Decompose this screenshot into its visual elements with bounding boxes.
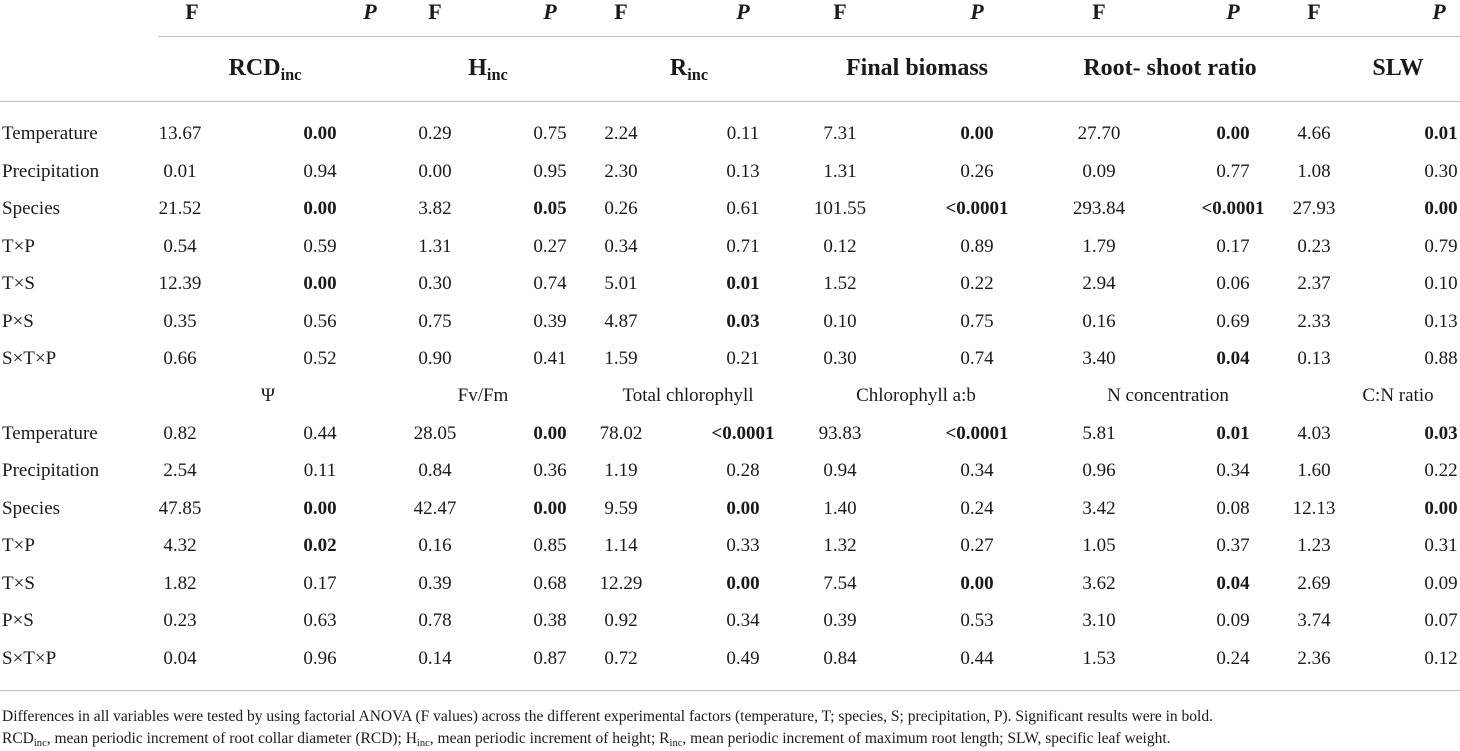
p-value-cell: 0.26 bbox=[960, 161, 994, 182]
f-value-cell: 42.47 bbox=[413, 498, 457, 519]
f-value-cell: 78.02 bbox=[599, 423, 643, 444]
p-value-cell: 0.21 bbox=[726, 348, 760, 369]
f-value-cell: 293.84 bbox=[1072, 198, 1126, 219]
group-header bbox=[1083, 56, 1256, 80]
f-value-cell: 0.72 bbox=[604, 648, 638, 669]
f-header: F bbox=[1092, 0, 1106, 24]
footnote-line-1: Differences in all variables were tested by using factorial ANOVA (F values) across the different experimental factors (temperature, T; species, S; precipitation, P). Significant results were in bold. bbox=[2, 708, 1213, 725]
section-2-variable-header: Total chlorophyll bbox=[622, 385, 754, 406]
f-value-cell: 2.69 bbox=[1297, 573, 1331, 594]
f-value-cell: 2.36 bbox=[1297, 648, 1331, 669]
f-value-cell: 1.53 bbox=[1082, 648, 1116, 669]
group-header bbox=[228, 55, 302, 84]
p-value-cell: 0.37 bbox=[1216, 535, 1250, 556]
p-value-cell: 0.10 bbox=[1424, 273, 1458, 294]
footnote-text: , mean periodic increment of root collar diameter (RCD); H bbox=[46, 730, 417, 747]
f-value-cell: 3.10 bbox=[1082, 610, 1116, 631]
f-value-cell: 0.96 bbox=[1082, 460, 1116, 481]
p-value-cell: 0.00 bbox=[303, 498, 337, 519]
f-value-cell: 5.01 bbox=[604, 273, 638, 294]
p-value-cell: 0.00 bbox=[1424, 498, 1458, 519]
group-header bbox=[669, 55, 709, 84]
f-value-cell: 12.13 bbox=[1292, 498, 1336, 519]
p-value-cell: 0.02 bbox=[303, 535, 337, 556]
p-value-cell: 0.07 bbox=[1424, 610, 1458, 631]
group-header-label: R bbox=[669, 55, 688, 81]
p-value-cell: 0.00 bbox=[533, 498, 567, 519]
f-value-cell: 4.03 bbox=[1297, 423, 1331, 444]
p-value-cell: 0.74 bbox=[960, 348, 994, 369]
group-header-label: SLW bbox=[1372, 55, 1424, 81]
p-value-cell: 0.00 bbox=[1424, 198, 1458, 219]
p-value-cell: 0.00 bbox=[533, 423, 567, 444]
p-header: P bbox=[1432, 0, 1446, 24]
p-value-cell: 0.89 bbox=[960, 236, 994, 257]
f-value-cell: 0.78 bbox=[418, 610, 452, 631]
p-value-cell: 0.04 bbox=[1216, 348, 1250, 369]
p-value-cell: 0.77 bbox=[1216, 161, 1250, 182]
f-value-cell: 1.32 bbox=[823, 535, 857, 556]
p-value-cell: 0.71 bbox=[726, 236, 760, 257]
row-label: Species bbox=[2, 198, 61, 219]
f-value-cell: 0.75 bbox=[418, 311, 452, 332]
group-header-label: Root- shoot ratio bbox=[1083, 55, 1257, 81]
f-value-cell: 1.23 bbox=[1297, 535, 1331, 556]
group-header-subscript: inc bbox=[280, 64, 302, 84]
section-2-variable-header: Fv/Fm bbox=[457, 385, 509, 406]
f-value-cell: 2.33 bbox=[1297, 311, 1331, 332]
p-value-cell: 0.75 bbox=[533, 123, 567, 144]
p-value-cell: 0.24 bbox=[1216, 648, 1250, 669]
footnote-text: RCD bbox=[2, 730, 34, 747]
f-value-cell: 2.54 bbox=[163, 460, 197, 481]
f-value-cell: 0.39 bbox=[418, 573, 452, 594]
p-value-cell: 0.95 bbox=[533, 161, 567, 182]
f-value-cell: 1.59 bbox=[604, 348, 638, 369]
p-header: P bbox=[736, 0, 750, 24]
p-value-cell: 0.03 bbox=[1424, 423, 1458, 444]
p-value-cell: 0.59 bbox=[303, 236, 337, 257]
f-value-cell: 0.23 bbox=[1297, 236, 1331, 257]
p-value-cell: 0.00 bbox=[726, 498, 760, 519]
f-value-cell: 3.82 bbox=[418, 198, 452, 219]
p-value-cell: 0.11 bbox=[726, 123, 760, 144]
p-value-cell: 0.13 bbox=[726, 161, 760, 182]
f-value-cell: 0.04 bbox=[163, 648, 197, 669]
f-value-cell: 1.82 bbox=[163, 573, 197, 594]
f-value-cell: 93.83 bbox=[818, 423, 862, 444]
f-value-cell: 0.10 bbox=[823, 311, 857, 332]
f-value-cell: 27.70 bbox=[1077, 123, 1121, 144]
row-label: T×S bbox=[2, 573, 35, 594]
f-value-cell: 0.39 bbox=[823, 610, 857, 631]
p-value-cell: 0.01 bbox=[726, 273, 760, 294]
group-header bbox=[846, 56, 988, 80]
f-value-cell: 0.35 bbox=[163, 311, 197, 332]
f-value-cell: 0.94 bbox=[823, 460, 857, 481]
p-value-cell: 0.61 bbox=[726, 198, 760, 219]
row-label: T×P bbox=[2, 236, 35, 257]
row-label: Precipitation bbox=[2, 460, 100, 481]
group-header-label: RCD bbox=[228, 55, 281, 81]
p-value-cell: 0.41 bbox=[533, 348, 567, 369]
p-value-cell: 0.96 bbox=[303, 648, 337, 669]
f-value-cell: 1.40 bbox=[823, 498, 857, 519]
f-value-cell: 1.31 bbox=[418, 236, 452, 257]
f-value-cell: 0.29 bbox=[418, 123, 452, 144]
f-value-cell: 1.31 bbox=[823, 161, 857, 182]
p-value-cell: 0.03 bbox=[726, 311, 760, 332]
f-value-cell: 0.01 bbox=[163, 161, 197, 182]
f-value-cell: 0.30 bbox=[823, 348, 857, 369]
p-value-cell: 0.13 bbox=[1424, 311, 1458, 332]
f-value-cell: 0.16 bbox=[418, 535, 452, 556]
p-value-cell: 0.00 bbox=[726, 573, 760, 594]
p-value-cell: 0.00 bbox=[960, 123, 994, 144]
f-value-cell: 0.30 bbox=[418, 273, 452, 294]
f-value-cell: 1.79 bbox=[1082, 236, 1116, 257]
p-value-cell: 0.33 bbox=[726, 535, 760, 556]
p-value-cell: 0.22 bbox=[1424, 460, 1458, 481]
f-value-cell: 21.52 bbox=[158, 198, 202, 219]
p-value-cell: 0.63 bbox=[303, 610, 337, 631]
f-value-cell: 0.14 bbox=[418, 648, 452, 669]
f-value-cell: 0.54 bbox=[163, 236, 197, 257]
f-value-cell: 3.74 bbox=[1297, 610, 1331, 631]
p-value-cell: <0.0001 bbox=[945, 198, 1009, 219]
section-2-variable-header: N concentration bbox=[1107, 385, 1229, 406]
f-value-cell: 0.92 bbox=[604, 610, 638, 631]
p-value-cell: 0.06 bbox=[1216, 273, 1250, 294]
f-value-cell: 0.82 bbox=[163, 423, 197, 444]
f-value-cell: 3.40 bbox=[1082, 348, 1116, 369]
p-value-cell: 0.00 bbox=[303, 123, 337, 144]
p-value-cell: 0.75 bbox=[960, 311, 994, 332]
f-value-cell: 47.85 bbox=[158, 498, 202, 519]
f-value-cell: 13.67 bbox=[158, 123, 202, 144]
footnote-subscript: inc bbox=[416, 738, 430, 750]
p-value-cell: 0.11 bbox=[303, 460, 337, 481]
f-value-cell: 0.23 bbox=[163, 610, 197, 631]
f-value-cell: 4.87 bbox=[604, 311, 638, 332]
p-value-cell: 0.09 bbox=[1424, 573, 1458, 594]
f-value-cell: 0.00 bbox=[418, 161, 452, 182]
f-value-cell: 2.24 bbox=[604, 123, 638, 144]
rule-below-header bbox=[0, 101, 1460, 102]
f-value-cell: 0.12 bbox=[823, 236, 857, 257]
footnote-text: , mean periodic increment of height; R bbox=[429, 730, 670, 747]
p-header: P bbox=[363, 0, 377, 24]
p-value-cell: 0.30 bbox=[1424, 161, 1458, 182]
p-value-cell: 0.34 bbox=[960, 460, 994, 481]
p-header: P bbox=[1226, 0, 1240, 24]
f-value-cell: 1.14 bbox=[604, 535, 638, 556]
rule-top-header bbox=[158, 36, 1460, 37]
f-value-cell: 1.05 bbox=[1082, 535, 1116, 556]
p-value-cell: 0.74 bbox=[533, 273, 567, 294]
p-header: P bbox=[543, 0, 557, 24]
p-value-cell: 0.01 bbox=[1424, 123, 1458, 144]
p-value-cell: 0.22 bbox=[960, 273, 994, 294]
f-value-cell: 28.05 bbox=[413, 423, 457, 444]
f-header: F bbox=[428, 0, 442, 24]
row-label: T×S bbox=[2, 273, 35, 294]
footnote-line-2 bbox=[2, 727, 1171, 751]
p-value-cell: 0.68 bbox=[533, 573, 567, 594]
f-value-cell: 1.60 bbox=[1297, 460, 1331, 481]
p-value-cell: 0.27 bbox=[533, 236, 567, 257]
f-value-cell: 1.19 bbox=[604, 460, 638, 481]
p-value-cell: 0.36 bbox=[533, 460, 567, 481]
f-header: F bbox=[1307, 0, 1321, 24]
p-value-cell: 0.38 bbox=[533, 610, 567, 631]
f-value-cell: 4.32 bbox=[163, 535, 197, 556]
p-value-cell: 0.85 bbox=[533, 535, 567, 556]
p-value-cell: 0.79 bbox=[1424, 236, 1458, 257]
p-value-cell: 0.12 bbox=[1424, 648, 1458, 669]
p-value-cell: 0.04 bbox=[1216, 573, 1250, 594]
p-value-cell: 0.28 bbox=[726, 460, 760, 481]
row-label: P×S bbox=[2, 610, 34, 631]
f-value-cell: 3.62 bbox=[1082, 573, 1116, 594]
row-label: Temperature bbox=[2, 423, 98, 444]
f-value-cell: 3.42 bbox=[1082, 498, 1116, 519]
f-value-cell: 12.29 bbox=[599, 573, 643, 594]
f-value-cell: 2.37 bbox=[1297, 273, 1331, 294]
p-value-cell: 0.08 bbox=[1216, 498, 1250, 519]
rule-below-table bbox=[0, 690, 1460, 691]
p-value-cell: 0.52 bbox=[303, 348, 337, 369]
row-label: S×T×P bbox=[2, 648, 57, 669]
footnote-subscript: inc bbox=[33, 738, 47, 750]
p-value-cell: 0.00 bbox=[1216, 123, 1250, 144]
f-value-cell: 7.31 bbox=[823, 123, 857, 144]
f-value-cell: 5.81 bbox=[1082, 423, 1116, 444]
f-value-cell: 27.93 bbox=[1292, 198, 1336, 219]
p-value-cell: 0.34 bbox=[1216, 460, 1250, 481]
f-value-cell: 1.52 bbox=[823, 273, 857, 294]
f-header: F bbox=[833, 0, 847, 24]
f-value-cell: 12.39 bbox=[158, 273, 202, 294]
p-value-cell: <0.0001 bbox=[711, 423, 775, 444]
f-value-cell: 0.16 bbox=[1082, 311, 1116, 332]
p-value-cell: 0.44 bbox=[303, 423, 337, 444]
f-value-cell: 1.08 bbox=[1297, 161, 1331, 182]
f-value-cell: 101.55 bbox=[813, 198, 867, 219]
group-header bbox=[468, 55, 508, 84]
p-value-cell: 0.56 bbox=[303, 311, 337, 332]
p-value-cell: 0.88 bbox=[1424, 348, 1458, 369]
group-header-subscript: inc bbox=[486, 64, 508, 84]
row-label: P×S bbox=[2, 311, 34, 332]
p-value-cell: 0.69 bbox=[1216, 311, 1250, 332]
f-value-cell: 7.54 bbox=[823, 573, 857, 594]
f-value-cell: 0.13 bbox=[1297, 348, 1331, 369]
p-value-cell: <0.0001 bbox=[945, 423, 1009, 444]
section-2-variable-header: Ψ bbox=[260, 385, 276, 406]
f-value-cell: 0.66 bbox=[163, 348, 197, 369]
p-value-cell: 0.44 bbox=[960, 648, 994, 669]
group-header bbox=[1372, 56, 1423, 80]
group-header-label: Final biomass bbox=[845, 55, 989, 81]
footnote-subscript: inc bbox=[669, 738, 683, 750]
p-value-cell: 0.49 bbox=[726, 648, 760, 669]
f-value-cell: 0.09 bbox=[1082, 161, 1116, 182]
f-value-cell: 0.34 bbox=[604, 236, 638, 257]
p-value-cell: 0.87 bbox=[533, 648, 567, 669]
p-value-cell: 0.53 bbox=[960, 610, 994, 631]
f-header: F bbox=[614, 0, 628, 24]
row-label: Precipitation bbox=[2, 161, 100, 182]
row-label: T×P bbox=[2, 535, 35, 556]
p-header: P bbox=[970, 0, 984, 24]
group-header-label: H bbox=[468, 55, 487, 81]
f-value-cell: 2.30 bbox=[604, 161, 638, 182]
p-value-cell: 0.00 bbox=[960, 573, 994, 594]
p-value-cell: 0.34 bbox=[726, 610, 760, 631]
p-value-cell: 0.17 bbox=[1216, 236, 1250, 257]
p-value-cell: 0.01 bbox=[1216, 423, 1250, 444]
row-label: Temperature bbox=[2, 123, 98, 144]
p-value-cell: 0.31 bbox=[1424, 535, 1458, 556]
f-value-cell: 4.66 bbox=[1297, 123, 1331, 144]
p-value-cell: <0.0001 bbox=[1201, 198, 1265, 219]
f-value-cell: 0.26 bbox=[604, 198, 638, 219]
f-value-cell: 2.94 bbox=[1082, 273, 1116, 294]
f-value-cell: 9.59 bbox=[604, 498, 638, 519]
row-label: Species bbox=[2, 498, 61, 519]
p-value-cell: 0.00 bbox=[303, 273, 337, 294]
group-header-subscript: inc bbox=[687, 64, 709, 84]
section-2-variable-header: Chlorophyll a:b bbox=[856, 385, 976, 406]
p-value-cell: 0.39 bbox=[533, 311, 567, 332]
f-header: F bbox=[185, 0, 199, 24]
p-value-cell: 0.24 bbox=[960, 498, 994, 519]
row-label: S×T×P bbox=[2, 348, 57, 369]
section-2-variable-header: C:N ratio bbox=[1362, 385, 1434, 406]
f-value-cell: 0.84 bbox=[418, 460, 452, 481]
p-value-cell: 0.09 bbox=[1216, 610, 1250, 631]
f-value-cell: 0.84 bbox=[823, 648, 857, 669]
p-value-cell: 0.27 bbox=[960, 535, 994, 556]
p-value-cell: 0.94 bbox=[303, 161, 337, 182]
f-value-cell: 0.90 bbox=[418, 348, 452, 369]
p-value-cell: 0.05 bbox=[533, 198, 567, 219]
p-value-cell: 0.17 bbox=[303, 573, 337, 594]
p-value-cell: 0.00 bbox=[303, 198, 337, 219]
footnote-text: , mean periodic increment of maximum root length; SLW, specific leaf weight. bbox=[682, 730, 1171, 747]
